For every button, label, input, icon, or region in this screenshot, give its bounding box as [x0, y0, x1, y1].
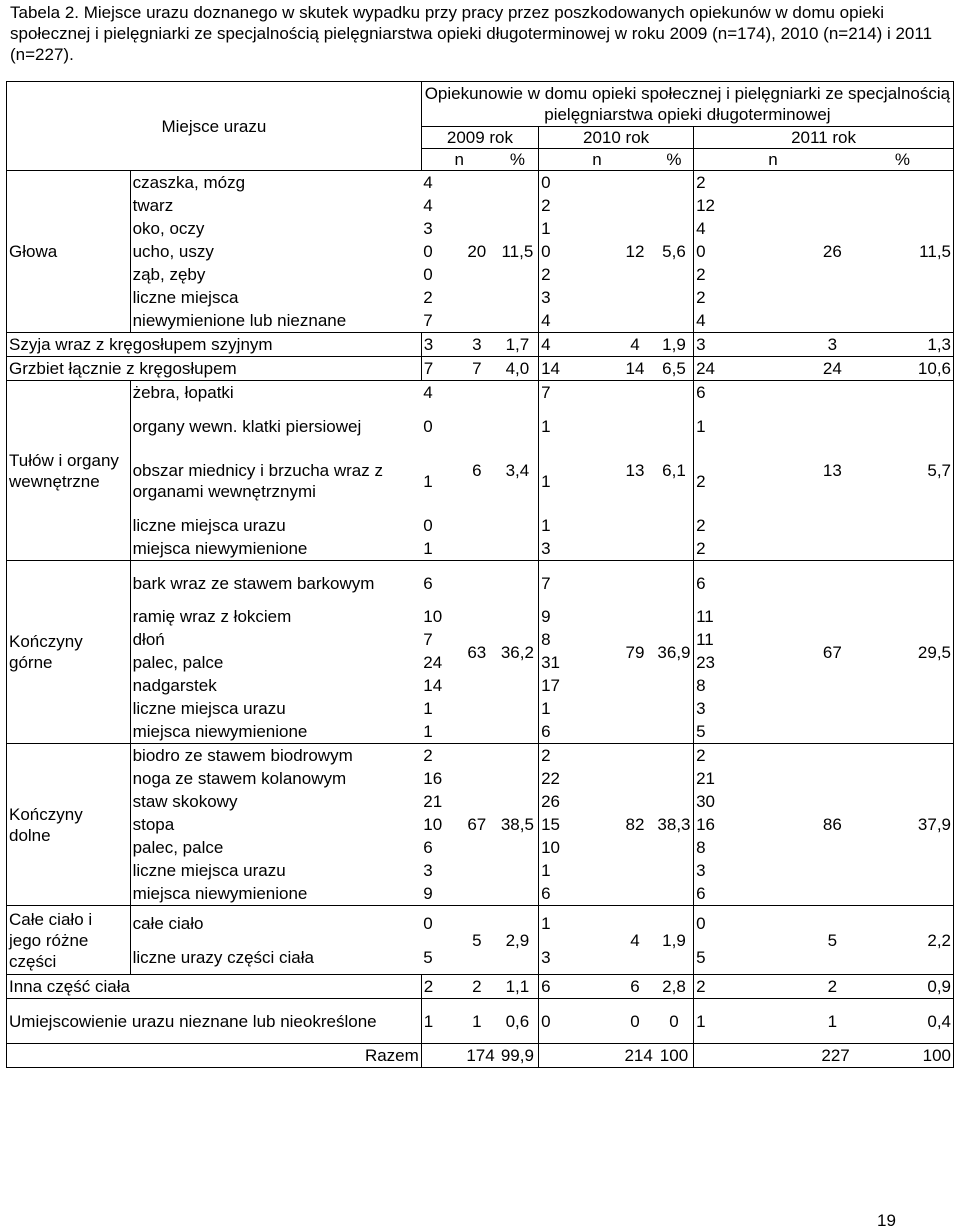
value-2010: 1 — [541, 699, 551, 718]
value-2011: 6 — [696, 884, 706, 903]
value-2010: 9 — [541, 607, 551, 626]
row-label: stopa — [132, 815, 175, 834]
total-pct-2011: 29,5 — [852, 561, 954, 744]
value: 2 — [813, 975, 852, 999]
total-n-2009: 63 — [457, 561, 497, 744]
total-pct-2010: 5,6 — [655, 171, 694, 333]
total-pct-2011: 11,5 — [852, 171, 954, 333]
value: 3 — [694, 333, 813, 357]
value: 24 — [813, 357, 852, 381]
value: 0,4 — [852, 999, 954, 1044]
total-pct-2009: 38,5 — [497, 744, 539, 906]
total-pct-2010: 38,3 — [655, 744, 694, 906]
value-2010: 1 — [541, 516, 551, 535]
row-label: czaszka, mózg — [130, 171, 421, 195]
value-2009: 21 — [423, 792, 443, 811]
row-label: liczne urazy części ciała — [132, 947, 314, 967]
value-2011: 5 — [696, 947, 706, 967]
row-label: dłoń — [132, 630, 165, 649]
value-2009: 14 — [423, 676, 443, 695]
total-pct-2009: 36,2 — [497, 561, 539, 744]
total-n-2010: 13 — [615, 381, 655, 561]
value-2009: 0 — [423, 265, 433, 284]
value-2010: 6 — [541, 722, 551, 741]
total-n-2011: 86 — [813, 744, 852, 906]
header-n: n — [694, 149, 852, 171]
row-label: miejsca niewymienione — [132, 539, 308, 558]
total-pct-2009: 2,9 — [497, 906, 539, 975]
table-row — [7, 744, 954, 768]
value-2009: 4 — [423, 196, 433, 215]
value-2011: 6 — [694, 381, 813, 405]
value-2010: 3 — [541, 539, 551, 558]
row-label: bark wraz ze stawem barkowym — [130, 561, 421, 606]
row-label: Inna część ciała — [7, 975, 422, 999]
value-2009: 10 — [423, 815, 443, 834]
value-2009: 7 — [423, 311, 433, 330]
total-pct-2010: 6,1 — [655, 381, 694, 561]
header-group: Opiekunowie w domu opieki społecznej i pielęgniarki ze specjalnością pielęgniarstwa opieki długoterminowej — [421, 82, 953, 127]
value-2009: 0 — [423, 242, 433, 261]
value: 4 — [539, 333, 615, 357]
value: 2 — [694, 975, 813, 999]
row-label: liczne miejsca — [132, 288, 239, 307]
value-2009: 3 — [423, 861, 433, 880]
value-2009: 1 — [423, 471, 433, 491]
group-label: Tułów i organy wewnętrzne — [7, 381, 131, 561]
value-2011: 8 — [696, 676, 706, 695]
value-2011: 12 — [696, 196, 716, 215]
row-label: nadgarstek — [132, 676, 217, 695]
value: 4,0 — [497, 357, 539, 381]
header-pct: % — [852, 149, 954, 171]
table-row — [7, 999, 954, 1044]
total-n-2011: 227 — [694, 1044, 852, 1068]
value: 6 — [539, 975, 615, 999]
value-2010: 2 — [539, 744, 615, 768]
value: 6 — [615, 975, 655, 999]
row-label: organy wewn. klatki piersiowej — [132, 416, 362, 436]
header-pct: % — [497, 149, 539, 171]
value-2009: 0 — [423, 516, 433, 535]
value-2010: 17 — [541, 676, 561, 695]
value: 0 — [615, 999, 655, 1044]
value: 3 — [813, 333, 852, 357]
row-label: noga ze stawem kolanowym — [132, 769, 347, 788]
value-2010: 26 — [541, 792, 561, 811]
row-label: obszar miednicy i brzucha wraz z organami wewnętrznymi — [132, 461, 383, 501]
total-label: Razem — [7, 1044, 422, 1068]
row-label: miejsca niewymienione — [132, 722, 308, 741]
total-n-2010: 82 — [615, 744, 655, 906]
value-2011: 2 — [696, 265, 706, 284]
total-pct-2010: 100 — [655, 1044, 694, 1068]
table-row — [7, 171, 954, 195]
total-pct-2011: 100 — [852, 1044, 954, 1068]
value-2010: 3 — [541, 288, 551, 307]
value-2011: 21 — [696, 769, 716, 788]
page-number: 19 — [877, 1211, 896, 1230]
value: 7 — [421, 357, 457, 381]
total-n-2009: 174 — [421, 1044, 496, 1068]
row-label: Szyja wraz z kręgosłupem szyjnym — [7, 333, 422, 357]
header-n: n — [421, 149, 496, 171]
total-n-2010: 79 — [615, 561, 655, 744]
group-label: Kończyny górne — [7, 561, 131, 744]
value: 6,5 — [655, 357, 694, 381]
row-label: niewymienione lub nieznane — [132, 311, 347, 330]
value-2009: 3 — [423, 219, 433, 238]
value: 10,6 — [852, 357, 954, 381]
value-2009: 10 — [423, 607, 443, 626]
total-n-2009: 20 — [457, 171, 497, 333]
value-2011: 5 — [696, 722, 706, 741]
value-2011: 2 — [696, 539, 706, 558]
row-label: oko, oczy — [132, 219, 205, 238]
value: 2 — [457, 975, 497, 999]
injury-location-table — [6, 81, 954, 1068]
row-label: ramię wraz z łokciem — [132, 607, 292, 626]
value-2009: 7 — [423, 630, 433, 649]
value-2010: 6 — [541, 884, 551, 903]
row-label: całe ciało — [130, 906, 421, 941]
value-2011: 6 — [694, 561, 813, 606]
value-2010: 2 — [541, 196, 551, 215]
value: 0 — [539, 999, 615, 1044]
value-2011: 4 — [696, 311, 706, 330]
value-2010: 1 — [541, 416, 551, 436]
total-n-2011: 5 — [813, 906, 852, 975]
row-label: ząb, zęby — [132, 265, 206, 284]
value: 1,9 — [655, 333, 694, 357]
value-2009: 2 — [421, 744, 457, 768]
header-row — [7, 82, 954, 127]
header-n: n — [539, 149, 655, 171]
value: 2 — [421, 975, 457, 999]
header-year: 2010 rok — [539, 127, 694, 149]
table-row — [7, 906, 954, 941]
total-pct-2009: 3,4 — [497, 381, 539, 561]
value-2009: 9 — [423, 884, 433, 903]
total-pct-2010: 1,9 — [655, 906, 694, 975]
value-2009: 16 — [423, 769, 443, 788]
group-label: Kończyny dolne — [7, 744, 131, 906]
value-2011: 8 — [696, 838, 706, 857]
row-label: liczne miejsca urazu — [132, 516, 286, 535]
value-2009: 1 — [423, 722, 433, 741]
value-2010: 8 — [541, 630, 551, 649]
row-label: żebra, łopatki — [130, 381, 421, 405]
value-2010: 3 — [541, 947, 551, 967]
value: 1 — [694, 999, 813, 1044]
value: 7 — [457, 357, 497, 381]
total-pct-2010: 36,9 — [655, 561, 694, 744]
value-2010: 4 — [541, 311, 551, 330]
total-n-2011: 67 — [813, 561, 852, 744]
table-caption: Tabela 2. Miejsce urazu doznanego w skutek wypadku przy pracy przez poszkodowanych opiekunów w domu opieki społecznej i pielęgniarki ze specjalnością pielęgniarstwa opieki długoterminowej w roku 2009 (n=174), 2010 (n=214) i 2011 (n=227). — [10, 3, 933, 64]
row-label: staw skokowy — [132, 792, 238, 811]
total-n-2010: 4 — [615, 906, 655, 975]
total-n-2011: 13 — [813, 381, 852, 561]
row-label: biodro ze stawem biodrowym — [130, 744, 421, 768]
value: 1 — [813, 999, 852, 1044]
table-row — [7, 333, 954, 357]
row-label: Umiejscowienie urazu nieznane lub nieokreślone — [7, 999, 422, 1044]
group-label: Całe ciało i jego różne części — [7, 906, 131, 975]
value-2009: 6 — [421, 561, 457, 606]
value-2011: 2 — [696, 471, 706, 491]
value-2009: 4 — [421, 381, 457, 405]
value-2009: 24 — [423, 653, 443, 672]
total-pct-2011: 37,9 — [852, 744, 954, 906]
table-row — [7, 381, 954, 405]
total-pct-2009: 99,9 — [497, 1044, 539, 1068]
value-2009: 5 — [423, 947, 433, 967]
value-2011: 30 — [696, 792, 716, 811]
value-2011: 1 — [696, 416, 706, 436]
row-label: palec, palce — [132, 653, 224, 672]
value-2009: 2 — [423, 288, 433, 307]
value: 0,9 — [852, 975, 954, 999]
value-2011: 2 — [694, 744, 813, 768]
total-pct-2011: 5,7 — [852, 381, 954, 561]
value: 14 — [615, 357, 655, 381]
value-2011: 0 — [696, 242, 706, 261]
row-label: liczne miejsca urazu — [132, 861, 286, 880]
total-n-2010: 214 — [539, 1044, 655, 1068]
value: 0,6 — [497, 999, 539, 1044]
value-2010: 0 — [541, 242, 551, 261]
value-2009: 0 — [423, 416, 433, 436]
total-pct-2011: 2,2 — [852, 906, 954, 975]
value-2009: 1 — [423, 539, 433, 558]
value: 1,7 — [497, 333, 539, 357]
total-row — [7, 1044, 954, 1068]
value-2011: 3 — [696, 699, 706, 718]
value-2009: 6 — [423, 838, 433, 857]
table-row — [7, 561, 954, 606]
value: 1 — [421, 999, 457, 1044]
value-2011: 2 — [696, 516, 706, 535]
value: 1,1 — [497, 975, 539, 999]
value: 3 — [457, 333, 497, 357]
value-2009: 1 — [423, 699, 433, 718]
header-year: 2011 rok — [694, 127, 954, 149]
value-2010: 10 — [541, 838, 561, 857]
value-2011: 11 — [696, 607, 714, 626]
value-2010: 2 — [541, 265, 551, 284]
value: 24 — [694, 357, 813, 381]
value-2011: 3 — [696, 861, 706, 880]
value-2010: 1 — [541, 861, 551, 880]
value-2010: 7 — [539, 381, 615, 405]
value: 2,8 — [655, 975, 694, 999]
header-pct: % — [655, 149, 694, 171]
row-label: twarz — [132, 196, 174, 215]
value-2010: 1 — [539, 906, 615, 941]
value-2010: 31 — [541, 653, 561, 672]
row-label: ucho, uszy — [132, 242, 214, 261]
header-year: 2009 rok — [421, 127, 538, 149]
value-2011: 23 — [696, 653, 716, 672]
total-n-2009: 67 — [457, 744, 497, 906]
value: 1 — [457, 999, 497, 1044]
group-label: Głowa — [7, 171, 131, 333]
value: 1,3 — [852, 333, 954, 357]
value-2009: 4 — [421, 171, 457, 195]
table-row — [7, 357, 954, 381]
value: 0 — [655, 999, 694, 1044]
value-2011: 2 — [694, 171, 813, 195]
value: 14 — [539, 357, 615, 381]
value-2011: 11 — [696, 630, 714, 649]
value: 3 — [421, 333, 457, 357]
value-2010: 0 — [539, 171, 615, 195]
value-2010: 22 — [541, 769, 561, 788]
row-label: liczne miejsca urazu — [132, 699, 286, 718]
row-label: miejsca niewymienione — [132, 884, 308, 903]
value-2011: 16 — [696, 815, 716, 834]
value-2009: 0 — [421, 906, 457, 941]
value-2010: 1 — [541, 219, 551, 238]
value-2011: 2 — [696, 288, 706, 307]
total-n-2009: 5 — [457, 906, 497, 975]
total-pct-2009: 11,5 — [497, 171, 539, 333]
value-2010: 7 — [539, 561, 615, 606]
row-label: Grzbiet łącznie z kręgosłupem — [7, 357, 422, 381]
value-2011: 0 — [694, 906, 813, 941]
row-label: palec, palce — [132, 838, 224, 857]
value-2011: 4 — [696, 219, 706, 238]
total-n-2010: 12 — [615, 171, 655, 333]
total-n-2009: 6 — [457, 381, 497, 561]
total-n-2011: 26 — [813, 171, 852, 333]
value: 4 — [615, 333, 655, 357]
table-row — [7, 975, 954, 999]
value-2010: 1 — [541, 471, 551, 491]
value-2010: 15 — [541, 815, 561, 834]
header-location: Miejsce urazu — [7, 82, 422, 171]
